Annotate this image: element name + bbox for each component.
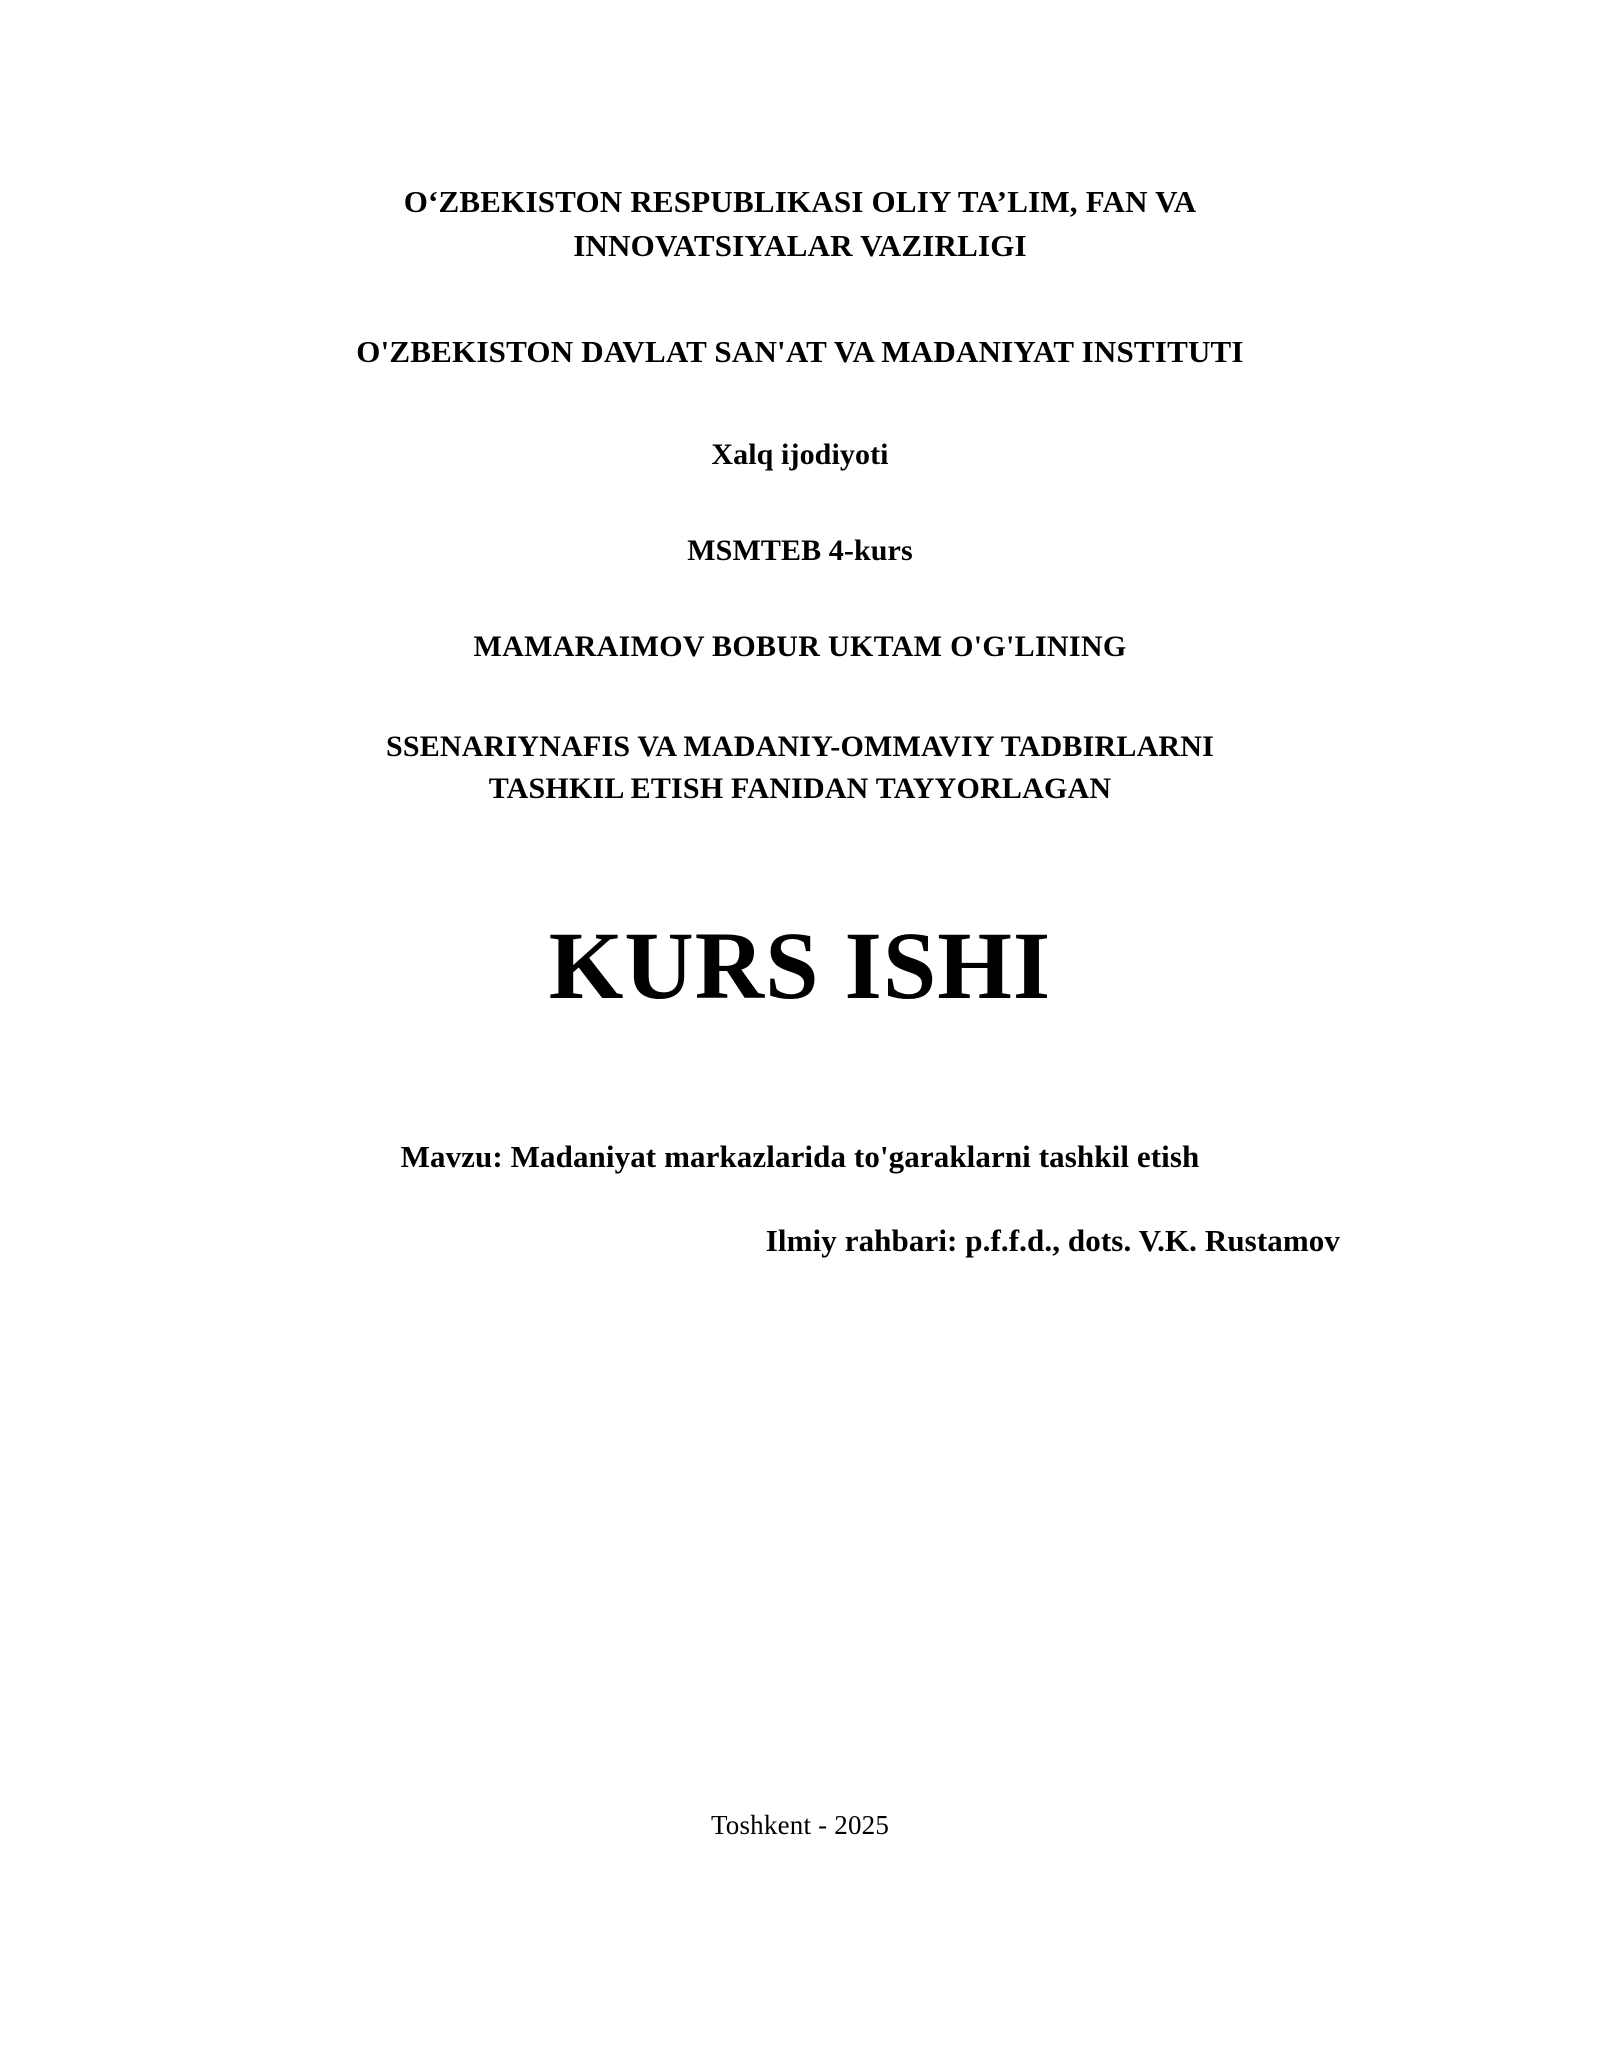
document-type-title: KURS ISHI	[548, 912, 1052, 1020]
course-group: MSMTEB 4-kurs	[687, 534, 913, 568]
ministry-heading-line-1: O‘ZBEKISTON RESPUBLIKASI OLIY TA’LIM, FAN VA	[403, 184, 1197, 219]
subject-line-1: SSENARIYNAFIS VA MADANIY-OMMAVIY TADBIRLARNI	[385, 730, 1215, 764]
faculty-name: Xalq ijodiyoti	[711, 438, 889, 472]
subject-line-2: TASHKIL ETISH FANIDAN TAYYORLAGAN	[488, 772, 1112, 806]
ministry-heading	[240, 0, 1360, 268]
student-name: MAMARAIMOV BOBUR UKTAM O'G'LINING	[473, 630, 1127, 664]
subject-line	[240, 726, 1360, 810]
ministry-heading-line-2: INNOVATSIYALAR VAZIRLIGI	[573, 228, 1027, 264]
topic-line: Mavzu: Madaniyat markazlarida to'garaklarni tashkil etish	[400, 1139, 1200, 1175]
advisor-line: Ilmiy rahbari: p.f.f.d., dots. V.K. Rustamov	[765, 1223, 1340, 1259]
city-year-footer: Toshkent - 2025	[710, 1810, 890, 1840]
institute-heading: O'ZBEKISTON DAVLAT SAN'AT VA MADANIYAT INSTITUTI	[356, 334, 1244, 370]
